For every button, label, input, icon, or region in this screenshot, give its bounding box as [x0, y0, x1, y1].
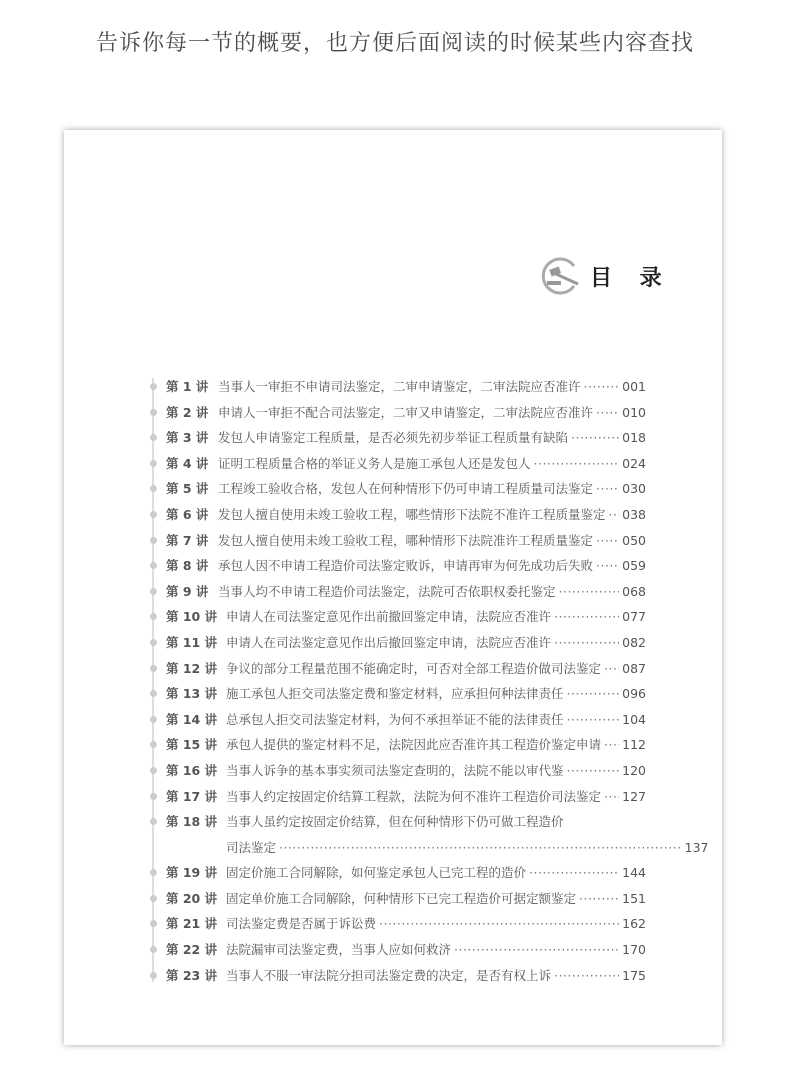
bullet-dot [150, 434, 157, 441]
entry-label: 第 17 讲 [166, 788, 218, 804]
entry-label: 第 8 讲 [166, 558, 209, 574]
entry-page: 038 [622, 506, 646, 522]
entry-label: 第 22 讲 [166, 942, 218, 958]
toc-entry[interactable] [148, 886, 646, 912]
entry-title: 司法鉴定费是否属于诉讼费 [226, 916, 377, 932]
bullet-dot [150, 537, 157, 544]
entry-label: 第 18 讲 [166, 814, 218, 830]
entry-page: 050 [622, 532, 646, 548]
dot-leader [379, 911, 619, 937]
entry-page: 082 [622, 634, 646, 650]
entry-title: 承包人因不申请工程造价司法鉴定败诉，申请再审为何先成功后失败 [218, 558, 594, 574]
dot-leader [567, 758, 620, 784]
bullet-dot [150, 818, 157, 825]
entry-page: 068 [622, 583, 646, 599]
entry-label: 第 14 讲 [166, 711, 218, 727]
bullet-dot [150, 485, 157, 492]
bullet-dot [150, 383, 157, 390]
dot-leader [584, 374, 620, 400]
bullet-dot [150, 690, 157, 697]
entry-label: 第 4 讲 [166, 455, 209, 471]
toc-entry[interactable] [148, 860, 646, 886]
toc-entry[interactable] [148, 784, 646, 810]
dot-leader [596, 476, 619, 502]
entry-title: 申请人在司法鉴定意见作出后撤回鉴定申请，法院应否准许 [226, 634, 552, 650]
bullet-dot [150, 665, 157, 672]
toc-entry[interactable] [148, 400, 646, 426]
entry-page: 144 [622, 865, 646, 881]
toc-entry[interactable] [148, 758, 646, 784]
toc-entry[interactable] [148, 476, 646, 502]
dot-leader [596, 528, 619, 554]
toc-entry[interactable] [148, 374, 646, 400]
toc-title: 目 录 [590, 264, 672, 291]
entry-label: 第 10 讲 [166, 609, 218, 625]
entry-title: 申请人一审拒不配合司法鉴定，二审又申请鉴定，二审法院应否准许 [218, 404, 594, 420]
dot-leader [596, 400, 619, 426]
toc-entry[interactable] [148, 502, 646, 528]
dot-leader [279, 835, 682, 861]
entry-title: 当事人约定按固定价结算工程款，法院为何不准许工程造价司法鉴定 [226, 788, 602, 804]
toc-entry[interactable] [148, 528, 646, 554]
entry-title: 争议的部分工程量范围不能确定时，可否对全部工程造价做司法鉴定 [226, 660, 602, 676]
bullet-dot [150, 793, 157, 800]
toc-entry[interactable] [148, 579, 646, 605]
entry-page: 018 [622, 430, 646, 446]
bullet-dot [150, 895, 157, 902]
entry-page: 001 [622, 379, 646, 394]
entry-label: 第 13 讲 [166, 686, 218, 702]
gavel-icon [536, 256, 584, 296]
entry-label: 第 11 讲 [166, 634, 218, 650]
entry-title: 当事人诉争的基本事实须司法鉴定查明的，法院不能以审代鉴 [226, 762, 564, 778]
entry-title: 工程竣工验收合格，发包人在何种情形下仍可申请工程质量司法鉴定 [218, 481, 594, 497]
entry-page: 151 [622, 890, 646, 906]
dot-leader [529, 860, 619, 886]
dot-leader [554, 604, 619, 630]
entry-page: 010 [622, 404, 646, 420]
dot-leader [596, 553, 619, 579]
entry-title: 承包人提供的鉴定材料不足，法院因此应否准许其工程造价鉴定申请 [226, 737, 602, 753]
toc-heading [536, 256, 672, 296]
entry-title: 申请人在司法鉴定意见作出前撤回鉴定申请，法院应否准许 [226, 609, 552, 625]
toc-entry[interactable] [148, 732, 646, 758]
dot-leader [559, 579, 620, 605]
book-page [64, 130, 722, 1045]
entry-label: 第 1 讲 [166, 379, 209, 394]
dot-leader [604, 732, 619, 758]
dot-leader [579, 886, 619, 912]
toc-entry[interactable] [148, 809, 709, 860]
entry-page: 120 [622, 762, 646, 778]
entry-title: 发包人擅自使用未竣工验收工程，哪些情形下法院不准许工程质量鉴定 [218, 506, 606, 522]
entry-page: 104 [622, 711, 646, 727]
entry-label: 第 7 讲 [166, 532, 209, 548]
entry-page: 077 [622, 609, 646, 625]
toc-entry[interactable] [148, 630, 646, 656]
bullet-dot [150, 588, 157, 595]
dot-leader [604, 656, 619, 682]
dot-leader [571, 425, 619, 451]
entry-label: 第 12 讲 [166, 660, 218, 676]
bullet-dot [150, 920, 157, 927]
bullet-dot [150, 972, 157, 979]
entry-title: 当事人均不申请工程造价司法鉴定，法院可否依职权委托鉴定 [218, 583, 556, 599]
entry-label: 第 9 讲 [166, 583, 209, 599]
dot-leader [554, 630, 619, 656]
entry-title-cont: 司法鉴定 [226, 839, 277, 855]
entry-label: 第 21 讲 [166, 916, 218, 932]
dot-leader [454, 937, 619, 963]
dot-leader [567, 707, 620, 733]
bullet-dot [150, 639, 157, 646]
toc-entry[interactable] [148, 604, 646, 630]
toc-entry[interactable] [148, 963, 646, 989]
entry-label: 第 3 讲 [166, 430, 209, 446]
bullet-dot [150, 613, 157, 620]
dot-leader [609, 502, 620, 528]
entry-label: 第 19 讲 [166, 865, 218, 881]
entry-label: 第 15 讲 [166, 737, 218, 753]
toc-entry[interactable] [148, 425, 646, 451]
entry-title: 施工承包人拒交司法鉴定费和鉴定材料，应承担何种法律责任 [226, 686, 564, 702]
bullet-dot [150, 869, 157, 876]
dot-leader [567, 681, 620, 707]
entry-page: 087 [622, 660, 646, 676]
entry-label: 第 23 讲 [166, 967, 218, 983]
entry-title: 证明工程质量合格的举证义务人是施工承包人还是发包人 [218, 455, 531, 471]
bullet-dot [150, 460, 157, 467]
entry-page: 170 [622, 942, 646, 958]
toc-list [148, 374, 709, 988]
bullet-dot [150, 511, 157, 518]
dot-leader [554, 963, 619, 989]
bullet-dot [150, 946, 157, 953]
toc-entry[interactable] [148, 911, 646, 937]
entry-title: 当事人一审拒不申请司法鉴定，二审申请鉴定，二审法院应否准许 [218, 379, 581, 394]
entry-title: 法院漏审司法鉴定费，当事人应如何救济 [226, 942, 452, 958]
bullet-dot [150, 767, 157, 774]
entry-page: 030 [622, 481, 646, 497]
entry-label: 第 16 讲 [166, 762, 218, 778]
entry-page: 112 [622, 737, 646, 753]
toc-entry[interactable] [148, 553, 646, 579]
dot-leader [534, 451, 620, 477]
entry-page: 096 [622, 686, 646, 702]
toc-entry[interactable] [148, 451, 646, 477]
entry-title: 发包人擅自使用未竣工验收工程，哪种情形下法院准许工程质量鉴定 [218, 532, 594, 548]
entry-title: 当事人虽约定按固定价结算，但在何种情形下仍可做工程造价 [226, 814, 564, 830]
toc-entry[interactable] [148, 681, 646, 707]
bullet-dot [150, 741, 157, 748]
headline: 告诉你每一节的概要，也方便后面阅读的时候某些内容查找 [95, 31, 694, 56]
entry-page: 137 [684, 839, 709, 855]
entry-label: 第 2 讲 [166, 404, 209, 420]
bullet-dot [150, 716, 157, 723]
bullet-dot [150, 562, 157, 569]
entry-label: 第 20 讲 [166, 890, 218, 906]
entry-title: 固定单价施工合同解除，何种情形下已完工程造价可据定额鉴定 [226, 890, 577, 906]
entry-page: 127 [622, 788, 646, 804]
entry-title: 发包人申请鉴定工程质量，是否必须先初步举证工程质量有缺陷 [218, 430, 569, 446]
entry-title: 总承包人拒交司法鉴定材料，为何不承担举证不能的法律责任 [226, 711, 564, 727]
entry-page: 059 [622, 558, 646, 574]
entry-label: 第 5 讲 [166, 481, 209, 497]
entry-title: 当事人不服一审法院分担司法鉴定费的决定，是否有权上诉 [226, 967, 552, 983]
entry-page: 024 [622, 455, 646, 471]
bullet-dot [150, 409, 157, 416]
toc-entry[interactable] [148, 937, 646, 963]
entry-page: 162 [622, 916, 646, 932]
entry-title: 固定价施工合同解除，如何鉴定承包人已完工程的造价 [226, 865, 527, 881]
entry-label: 第 6 讲 [166, 506, 209, 522]
dot-leader [604, 784, 619, 810]
toc-entry[interactable] [148, 707, 646, 733]
toc-entry[interactable] [148, 656, 646, 682]
entry-page: 175 [622, 967, 646, 983]
